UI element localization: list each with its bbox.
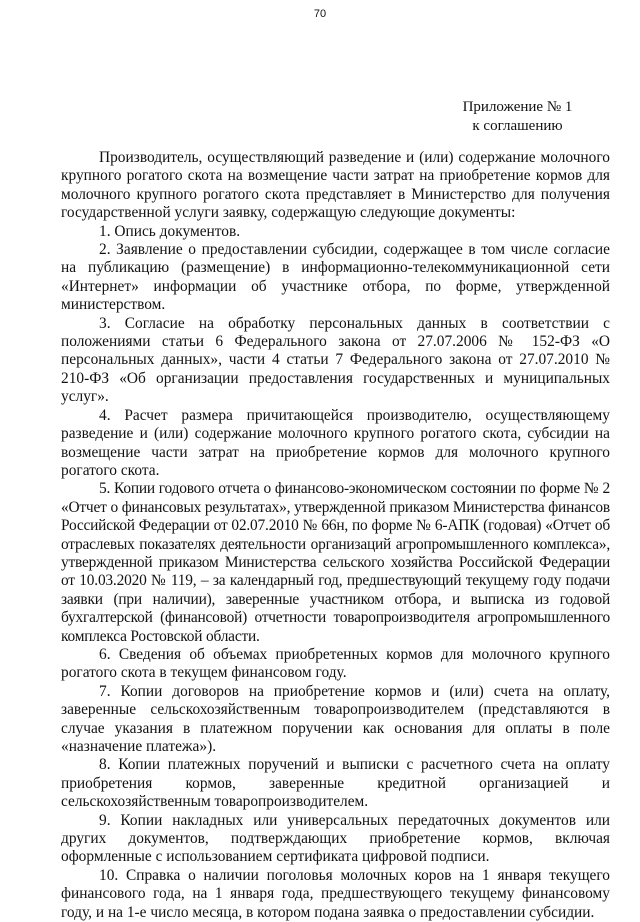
document-item-6: 6. Сведения об объемах приобретенных кормов для молочного крупного рогатого скота в текущем финансовом году. (61, 645, 610, 682)
intro-paragraph: Производитель, осуществляющий разведение и (или) содержание молочного крупного рогатого скота на возмещение части затрат на приобретение кормов для молочного крупного рогатого скота представляет в Министерство для получения государственной услуги заявку, содержащую следующие документы: (61, 149, 610, 222)
document-item-8: 8. Копии платежных поручений и выписки с расчетного счета на оплату приобретения кормов, заверенные кредитной организацией и сельскохозяйственным товаропроизводителем. (61, 756, 610, 811)
appendix-subtitle: к соглашению (472, 118, 563, 134)
appendix-header (440, 98, 595, 136)
document-item-7: 7. Копии договоров на приобретение кормов и (или) счета на оплату, заверенные сельскохозяйственным товаропроизводителем (представляются в случае указания в платежном поручении как основания для оплаты в поле «назначение платежа»). (61, 682, 610, 755)
document-item-5: 5. Копии годового отчета о финансово-экономическом состоянии по форме № 2 «Отчет о финансовых результатах», утвержденной приказом Министерства финансов Российской Федерации от 02.07.2010 № 66н, по форме № 6-АПК (годовая) «Отчет об отраслевых показателях деятельности организаций агропромышленного комплекса», утвержденной приказом Министерства сельского хозяйства Российской Федерации от 10.03.2020 № 119, – за календарный год, предшествующий текущему году подачи заявки (при наличии), заверенные участником отбора, и выписка из годовой бухгалтерской (финансовой) отчетности товаропроизводителя агропромышленного комплекса Ростовской области. (61, 480, 610, 645)
page-number: 70 (313, 8, 327, 20)
document-item-9: 9. Копии накладных или универсальных передаточных документов или других документов, подтверждающих приобретение кормов, включая оформленные с использованием сертификата цифровой подписи. (61, 811, 610, 866)
document-item-2: 2. Заявление о предоставлении субсидии, содержащее в том числе согласие на публикацию (размещение) в информационно-телекоммуникационной сети «Интернет» информации об участнике отбора, по форме, утвержденной министерством. (61, 241, 610, 314)
document-item-4: 4. Расчет размера причитающейся производителю, осуществляющему разведение и (или) содержание молочного крупного рогатого скота, субсидии на возмещение части затрат на приобретение кормов для молочного крупного рогатого скота. (61, 406, 610, 479)
document-item-3: 3. Согласие на обработку персональных данных в соответствии с положениями статьи 6 Федерального закона от 27.07.2006 № 152-ФЗ «О персональных данных», части 4 статьи 7 Федерального закона от 27.07.2010 № 210-ФЗ «Об организации предоставления государственных и муниципальных услуг». (61, 314, 610, 406)
appendix-title: Приложение № 1 (462, 99, 573, 115)
document-item-1: 1. Опись документов. (99, 222, 241, 240)
document-item-10: 10. Справка о наличии поголовья молочных коров на 1 января текущего финансового года, на 1 января года, предшествующего текущему финансовому году, и на 1-е число месяца, в котором подана заявка о предоставлении субсидии. (61, 866, 610, 921)
document-body (61, 149, 610, 922)
